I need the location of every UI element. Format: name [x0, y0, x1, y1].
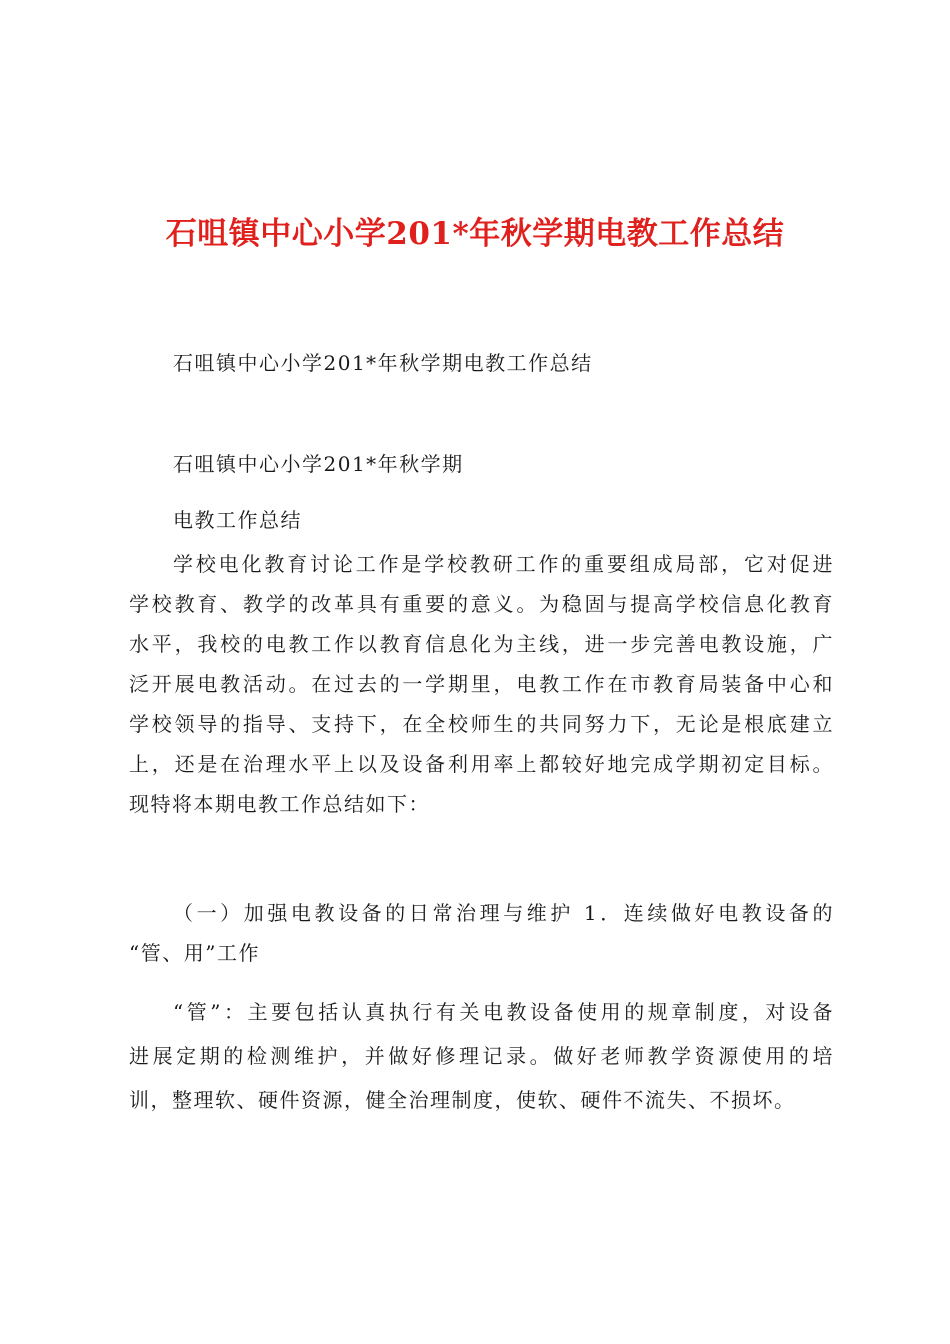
section-line: （一）加强电教设备的日常治理与维护 1．连续做好电教设备的	[173, 901, 834, 925]
header-line: 石咀镇中心小学201*年秋学期	[173, 452, 464, 476]
section-heading	[129, 893, 834, 973]
paragraph-line: 学校教育、教学的改革具有重要的意义。为稳固与提高学校信息化教育	[129, 592, 834, 616]
header-block	[129, 444, 834, 540]
paragraph-line: 学校领导的指导、支持下，在全校师生的共同努力下，无论是根底建立	[129, 712, 834, 736]
paragraph-line: 泛开展电教活动。在过去的一学期里，电教工作在市教育局装备中心和	[129, 672, 834, 696]
paragraph-line: 训，整理软、硬件资源，健全治理制度，使软、硬件不流失、不损坏。	[129, 1088, 796, 1112]
paragraph-line: 上，还是在治理水平上以及设备利用率上都较好地完成学期初定目标。	[129, 752, 834, 776]
subtitle-text: 石咀镇中心小学201*年秋学期电教工作总结	[173, 351, 593, 375]
document-subtitle	[129, 343, 834, 383]
paragraph-management	[129, 992, 834, 1120]
section-line: “管、用”工作	[129, 941, 260, 965]
paragraph-line: “管”：主要包括认真执行有关电教设备使用的规章制度，对设备	[173, 1000, 834, 1024]
header-line: 电教工作总结	[173, 508, 302, 532]
paragraph-line: 水平，我校的电教工作以教育信息化为主线，进一步完善电教设施，广	[129, 632, 834, 656]
paragraph-line: 进展定期的检测维护，并做好修理记录。做好老师教学资源使用的培	[129, 1044, 834, 1068]
paragraph-intro	[129, 544, 834, 824]
document-title: 石咀镇中心小学201*年秋学期电教工作总结	[165, 216, 785, 252]
paragraph-line: 学校电化教育讨论工作是学校教研工作的重要组成局部，它对促进	[173, 552, 834, 576]
paragraph-line: 现特将本期电教工作总结如下：	[129, 792, 430, 816]
